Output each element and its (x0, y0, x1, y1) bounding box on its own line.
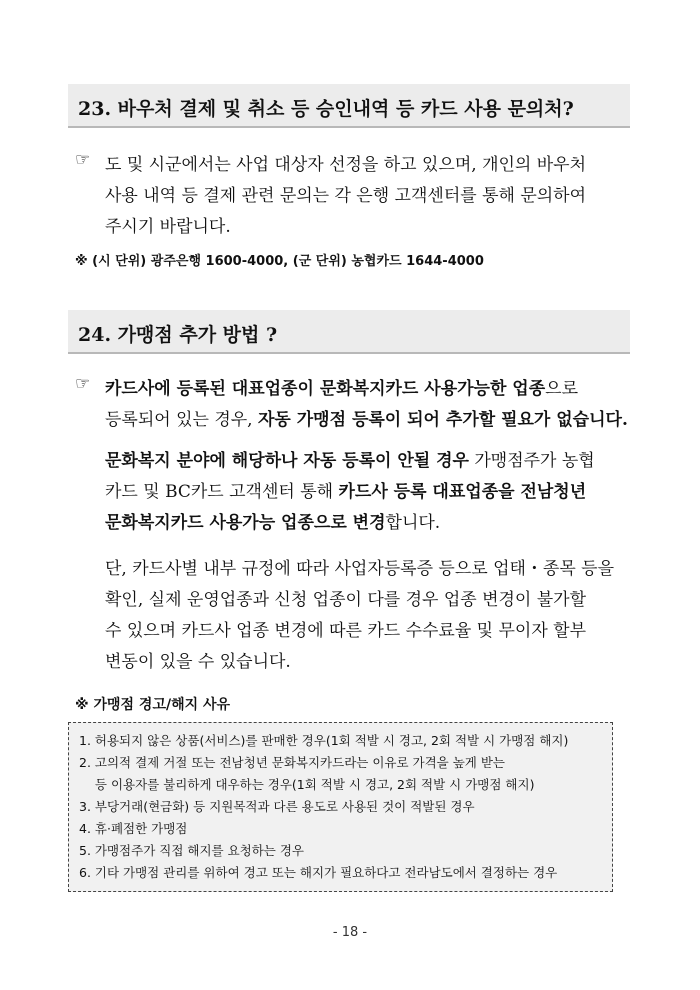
section-24-header (68, 310, 630, 354)
body-line: 문화복지카드 사용가능 업종으로 변경합니다. (105, 513, 441, 533)
list-item: 4. 휴·폐점한 가맹점 (79, 821, 188, 836)
body-line: 등록되어 있는 경우, 자동 가맹점 등록이 되어 추가할 필요가 없습니다. (105, 410, 628, 430)
warning-title: ※ 가맹점 경고/해지 사유 (75, 697, 231, 713)
body-line: 문화복지 분야에 해당하나 자동 등록이 안될 경우 가맹점주가 농협 (105, 451, 595, 471)
section-23-title: 23. 바우처 결제 및 취소 등 승인내역 등 카드 사용 문의처? (78, 98, 574, 120)
body-line: 단, 카드사별 내부 규정에 따라 사업자등록증 등으로 업태・종목 등을 (105, 559, 615, 579)
list-item: 5. 가맹점주가 직접 해지를 요청하는 경우 (79, 843, 304, 858)
list-item: 2. 고의적 결제 거절 또는 전남청년 문화복지카드라는 이유로 가격을 높게 받는 (79, 755, 505, 770)
list-item: 3. 부당거래(현금화) 등 지원목적과 다른 용도로 사용된 것이 적발된 경우 (79, 799, 475, 814)
section-23-header (68, 84, 630, 128)
pointer-icon: ☞ (75, 150, 91, 170)
list-item: 1. 허용되지 않은 상품(서비스)를 판매한 경우(1회 적발 시 경고, 2회 적발 시 가맹점 해지) (79, 733, 569, 748)
body-line: 변동이 있을 수 있습니다. (105, 652, 291, 672)
body-line: 도 및 시군에서는 사업 대상자 선정을 하고 있으며, 개인의 바우처 (105, 155, 587, 175)
pointer-icon: ☞ (75, 374, 91, 394)
body-line: 카드사에 등록된 대표업종이 문화복지카드 사용가능한 업종으로 (105, 379, 579, 399)
body-line: 사용 내역 등 결제 관련 문의는 각 은행 고객센터를 통해 문의하여 (105, 186, 587, 206)
contact-note: ※ (시 단위) 광주은행 1600-4000, (군 단위) 농협카드 1644-4000 (75, 254, 484, 269)
list-item: 등 이용자를 불리하게 대우하는 경우(1회 적발 시 경고, 2회 적발 시 가맹점 해지) (79, 777, 535, 792)
body-line: 수 있으며 카드사 업종 변경에 따른 카드 수수료율 및 무이자 할부 (105, 621, 587, 641)
warning-box (68, 722, 613, 892)
body-line: 주시기 바랍니다. (105, 217, 231, 237)
body-line: 카드 및 BC카드 고객센터 통해 카드사 등록 대표업종을 전남청년 (105, 482, 587, 502)
page-number: - 18 - (332, 925, 368, 940)
list-item: 6. 기타 가맹점 관리를 위하여 경고 또는 해지가 필요하다고 전라남도에서 결정하는 경우 (79, 865, 558, 880)
section-24-title: 24. 가맹점 추가 방법 ? (78, 324, 278, 346)
body-line: 확인, 실제 운영업종과 신청 업종이 다를 경우 업종 변경이 불가할 (105, 590, 587, 610)
